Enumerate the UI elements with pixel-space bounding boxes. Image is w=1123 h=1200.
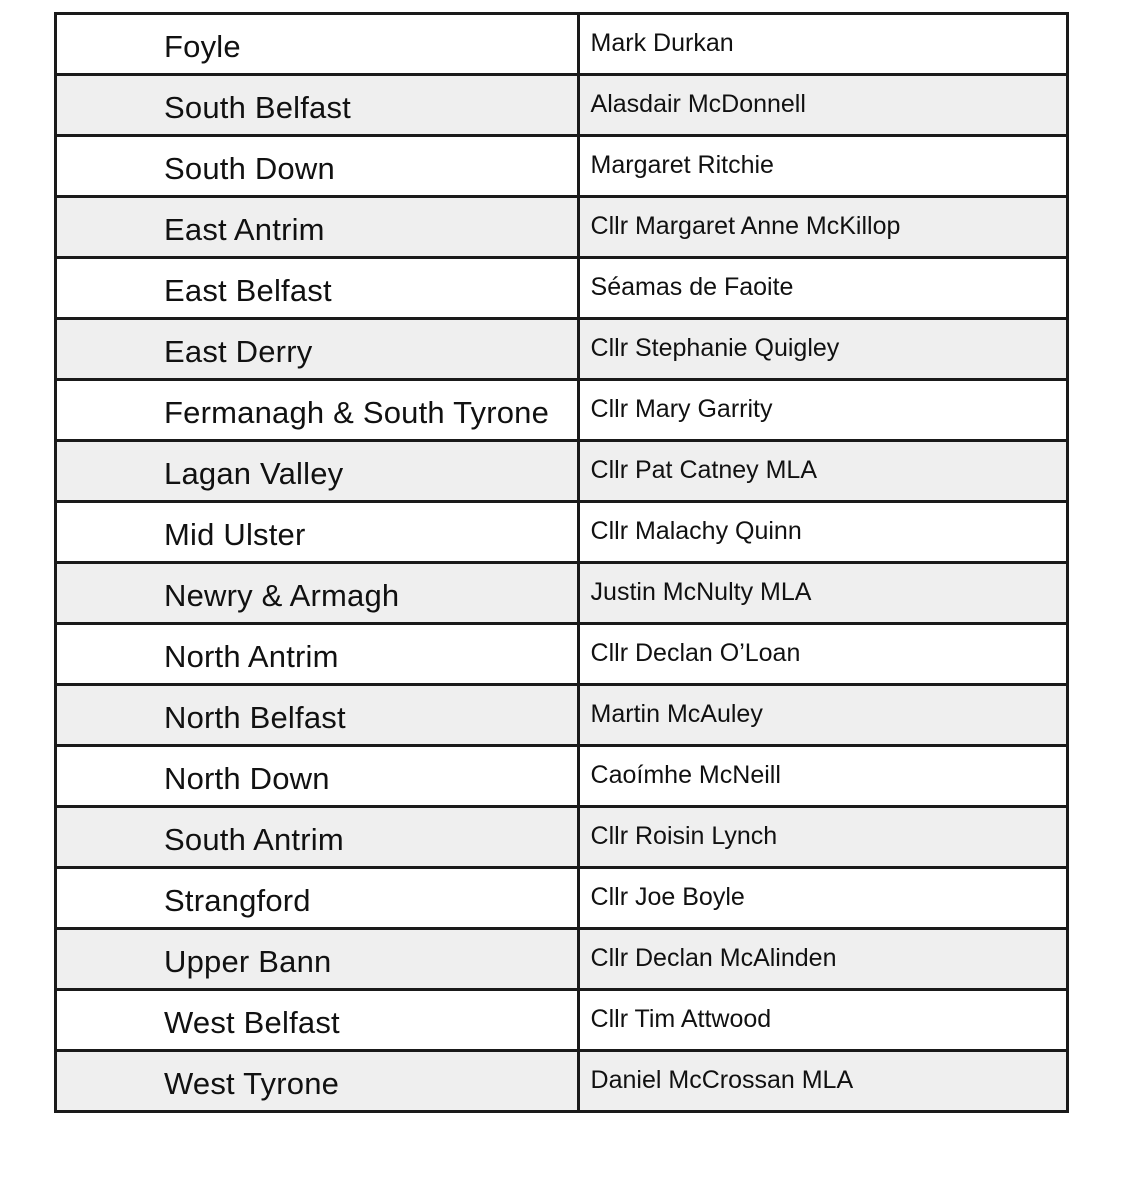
- constituency-cell: [56, 197, 579, 258]
- candidate-name: Séamas de Faoite: [590, 273, 794, 301]
- candidate-cell: [578, 197, 1067, 258]
- candidate-cell: [578, 1051, 1067, 1112]
- candidate-cell: [578, 685, 1067, 746]
- constituency-name: Mid Ulster: [164, 517, 306, 552]
- candidate-cell: [578, 746, 1067, 807]
- constituency-cell: [56, 563, 579, 624]
- table-row: [56, 929, 1068, 990]
- constituency-cell: [56, 807, 579, 868]
- constituency-cell: [56, 75, 579, 136]
- constituency-name: North Down: [164, 761, 330, 796]
- constituency-name: East Antrim: [164, 212, 325, 247]
- table-row: [56, 746, 1068, 807]
- constituency-cell: [56, 258, 579, 319]
- candidate-cell: [578, 990, 1067, 1051]
- candidate-name: Cllr Stephanie Quigley: [590, 334, 840, 362]
- table-row: [56, 502, 1068, 563]
- constituency-cell: [56, 624, 579, 685]
- constituency-cell: [56, 502, 579, 563]
- constituency-name: Fermanagh & South Tyrone: [164, 395, 550, 430]
- candidate-cell: [578, 319, 1067, 380]
- table-row: [56, 75, 1068, 136]
- constituency-name: North Antrim: [164, 639, 339, 674]
- constituency-name: Newry & Armagh: [164, 578, 400, 613]
- candidate-name: Cllr Joe Boyle: [590, 883, 745, 911]
- candidate-name: Cllr Malachy Quinn: [590, 517, 802, 545]
- constituency-cell: [56, 319, 579, 380]
- candidate-name: Cllr Margaret Anne McKillop: [590, 212, 901, 240]
- constituency-name: Upper Bann: [164, 944, 332, 979]
- constituency-name: South Antrim: [164, 822, 344, 857]
- candidate-name: Daniel McCrossan MLA: [590, 1066, 854, 1094]
- constituency-name: West Belfast: [164, 1005, 340, 1040]
- table-row: [56, 14, 1068, 75]
- candidate-cell: [578, 258, 1067, 319]
- table-row: [56, 685, 1068, 746]
- candidate-cell: [578, 502, 1067, 563]
- candidate-cell: [578, 807, 1067, 868]
- table-row: [56, 136, 1068, 197]
- constituency-name: Strangford: [164, 883, 311, 918]
- constituency-cell: [56, 929, 579, 990]
- candidate-name: Margaret Ritchie: [590, 151, 774, 179]
- constituency-cell: [56, 990, 579, 1051]
- constituency-name: South Down: [164, 151, 335, 186]
- table-row: [56, 197, 1068, 258]
- table-row: [56, 1051, 1068, 1112]
- candidate-cell: [578, 563, 1067, 624]
- table-row: [56, 624, 1068, 685]
- constituency-name: East Derry: [164, 334, 313, 369]
- candidate-name: Cllr Roisin Lynch: [590, 822, 778, 850]
- candidate-cell: [578, 136, 1067, 197]
- candidate-cell: [578, 75, 1067, 136]
- candidate-name: Cllr Pat Catney MLA: [590, 456, 818, 484]
- candidate-cell: [578, 380, 1067, 441]
- table-row: [56, 990, 1068, 1051]
- candidate-name: Cllr Declan McAlinden: [590, 944, 837, 972]
- candidate-name: Cllr Mary Garrity: [590, 395, 773, 423]
- table-row: [56, 868, 1068, 929]
- table-body: [56, 14, 1068, 1112]
- constituency-name: South Belfast: [164, 90, 351, 125]
- candidate-cell: [578, 868, 1067, 929]
- constituency-name: West Tyrone: [164, 1066, 340, 1101]
- table-row: [56, 319, 1068, 380]
- constituency-name: Lagan Valley: [164, 456, 344, 491]
- candidate-cell: [578, 441, 1067, 502]
- candidate-cell: [578, 624, 1067, 685]
- candidates-table: [54, 12, 1069, 1113]
- table-row: [56, 807, 1068, 868]
- table-row: [56, 563, 1068, 624]
- candidate-cell: [578, 14, 1067, 75]
- candidate-name: Caoímhe McNeill: [590, 761, 781, 789]
- constituency-cell: [56, 1051, 579, 1112]
- table-row: [56, 380, 1068, 441]
- constituency-name: Foyle: [164, 29, 241, 64]
- constituency-cell: [56, 746, 579, 807]
- constituency-name: North Belfast: [164, 700, 346, 735]
- constituency-cell: [56, 868, 579, 929]
- table-row: [56, 258, 1068, 319]
- constituency-cell: [56, 441, 579, 502]
- candidate-name: Martin McAuley: [590, 700, 763, 728]
- table-row: [56, 441, 1068, 502]
- candidate-name: Cllr Declan O’Loan: [590, 639, 801, 667]
- candidate-cell: [578, 929, 1067, 990]
- constituency-cell: [56, 14, 579, 75]
- constituency-cell: [56, 380, 579, 441]
- candidate-name: Justin McNulty MLA: [590, 578, 812, 606]
- constituency-cell: [56, 136, 579, 197]
- constituency-cell: [56, 685, 579, 746]
- constituency-name: East Belfast: [164, 273, 332, 308]
- candidate-name: Alasdair McDonnell: [590, 90, 806, 118]
- candidate-name: Cllr Tim Attwood: [590, 1005, 772, 1033]
- candidate-name: Mark Durkan: [590, 29, 734, 57]
